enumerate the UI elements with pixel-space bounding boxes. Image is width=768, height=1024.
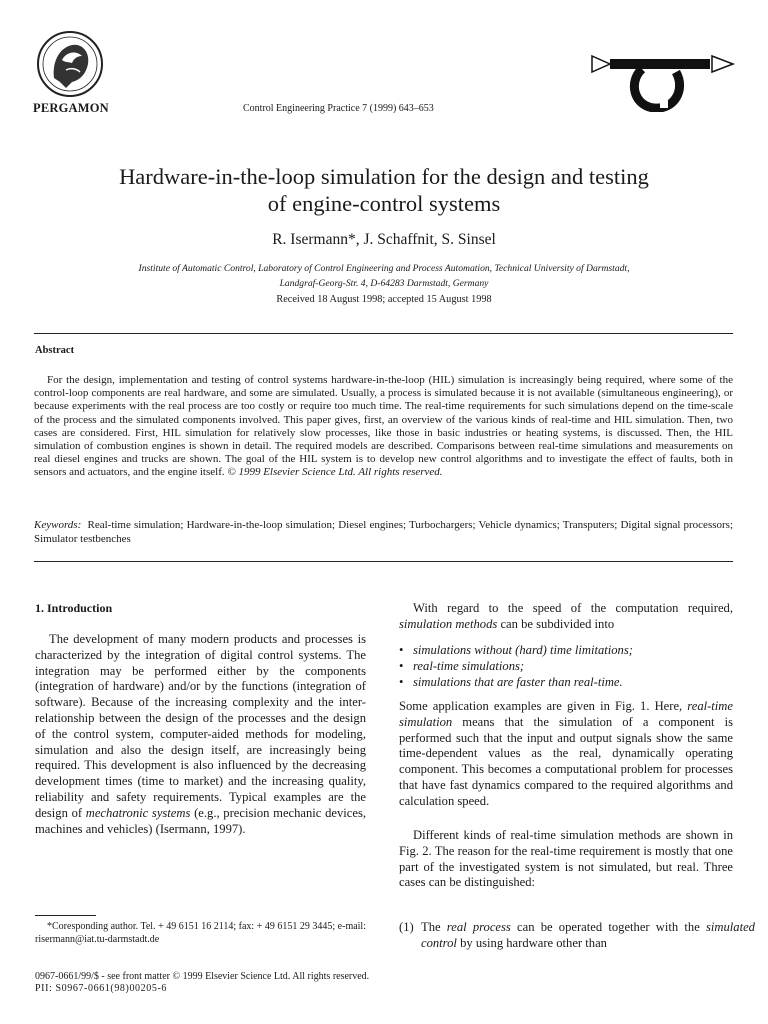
section-heading-introduction: 1. Introduction: [35, 601, 113, 615]
methods-text-a: With regard to the speed of the computation required,: [413, 601, 733, 615]
title-line-2: of engine-control systems: [267, 191, 501, 216]
item-emphasis-1: real process: [446, 920, 511, 934]
keywords-label: Keywords:: [34, 519, 82, 531]
application-text-emphasis: real-time simulation: [399, 699, 733, 729]
article-title: [40, 163, 728, 217]
affiliation-line-2: Landgraf-Georg-Str. 4, D-64283 Darmstadt, Germany: [279, 278, 489, 289]
application-text-b: means that the simulation of a component is performed such that the input and output signals show the same time-dependent values as the real, dynamically operating component. This becomes a computational problem for processes that have fast dynamics compared to the required algorithms and calculation speed.: [399, 714, 733, 808]
intro-text-a: The development of many modern products and processes is characterized by the integration of digital control systems. The integration may be performed either by the components (integration of hardware) and/or by the functions (integration of software). Because of the increasing complexity and the inter- relationship between the design of the processes and the design of the control system, computer-aided methods for modeling, simulation and also the design itself, are increasingly being required. This development is also influenced by the decreasing development times (time to market) and the increasing quality, reliability and safety requirements. Typical examples are the design of: [35, 632, 366, 820]
issn-line: 0967-0661/99/$ - see front matter © 1999 Elsevier Science Ltd. All rights reserved.: [35, 971, 370, 982]
publisher-logo: [36, 30, 104, 98]
numbered-item-1: [399, 920, 755, 952]
journal-emblem: [590, 42, 736, 112]
title-line-1: Hardware-in-the-loop simulation for the design and testing: [119, 164, 649, 189]
kinds-paragraph: Different kinds of real-time simulation methods are shown in Fig. 2. The reason for the real-time requirement is mostly that one part of the investigated system is not simulated, but real. Three cases can be distinguished:: [399, 828, 733, 890]
abstract-text: For the design, implementation and testing of control systems hardware-in-the-loop (HIL) simulation is increasingly being required, where some of the control-loop components are real hardware, and some are simulated. Usually, a process is simulated because it is not available (simultaneous engineering), or because experiments with the real process are too costly or require too much time. The real-time requirements for such simulations depend on the time-scale of the process and the simulated components involved. This paper gives, first, an overview of the various kinds of real-time and HIL simulation. Then, two cases are considered. First, HIL simulation for relatively slow processes, like those in basic industries or heating systems, is discussed. Then, the HIL simulation of combustion engines is shown in detail. The required models are described. Comparisons between real-time simulations and measurements on real diesel engines and trucks are shown. The goal of the HIL system is to develop new control algorithms and to investigate the effect of faults, both in sensors and actuators, and the engine itself.: [34, 374, 733, 479]
list-item: • simulations that are faster than real-time.: [399, 675, 733, 691]
methods-text-emphasis: simulation methods: [399, 616, 498, 631]
application-text-a: Some application examples are given in Fig. 1. Here,: [399, 699, 683, 713]
affiliation-line-1: Institute of Automatic Control, Laboratory of Control Engineering and Process Automation, Technical University of Darmstadt,: [138, 263, 630, 274]
intro-text-emphasis: mechatronic systems: [85, 805, 191, 820]
pii-line: PII: S0967-0661(98)00205-6: [35, 983, 167, 994]
item-number: (1): [399, 920, 414, 934]
journal-citation: Control Engineering Practice 7 (1999) 643–653: [243, 103, 434, 114]
affiliation: [60, 261, 708, 291]
bottom-divider: [34, 561, 733, 562]
item-text-a: The: [421, 920, 441, 934]
application-paragraph: [399, 699, 733, 810]
list-item: • simulations without (hard) time limitations;: [399, 643, 733, 659]
keywords-list: Real-time simulation; Hardware-in-the-loop simulation; Diesel engines; Turbochargers; Vehicle dynamics; Transputers; Digital signal processors; Simulator testbenches: [34, 519, 734, 545]
methods-text-b: can be subdivided into: [500, 616, 615, 631]
item-text-c: by using hardware other than: [460, 935, 607, 950]
author-list: R. Isermann*, J. Schaffnit, S. Sinsel: [272, 231, 496, 248]
list-item: • real-time simulations;: [399, 659, 733, 675]
corresponding-author-footnote: *Coresponding author. Tel. + 49 6151 16 2114; fax: + 49 6151 29 3445; e-mail: risermann@iat.tu-darmstadt.de: [35, 921, 366, 945]
copyright-notice: © 1999 Elsevier Science Ltd. All rights reserved.: [227, 466, 443, 479]
abstract-heading: Abstract: [35, 345, 75, 356]
intro-paragraph: [35, 632, 366, 837]
simulation-type-list: [399, 643, 733, 690]
item-emphasis-2: simulated control: [421, 920, 755, 950]
keywords: [34, 519, 733, 546]
item-text-b: can be operated together with the: [517, 920, 700, 934]
intro-text-b: (e.g., precision mechanic devices, machines and vehicles) (Isermann, 1997).: [35, 805, 366, 836]
top-divider: [34, 333, 733, 334]
abstract-body: [34, 374, 733, 480]
methods-paragraph: [399, 601, 733, 633]
publisher-name: PERGAMON: [33, 101, 109, 115]
received-dates: Received 18 August 1998; accepted 15 August 1998: [276, 294, 492, 305]
footnote-rule: [35, 915, 96, 916]
